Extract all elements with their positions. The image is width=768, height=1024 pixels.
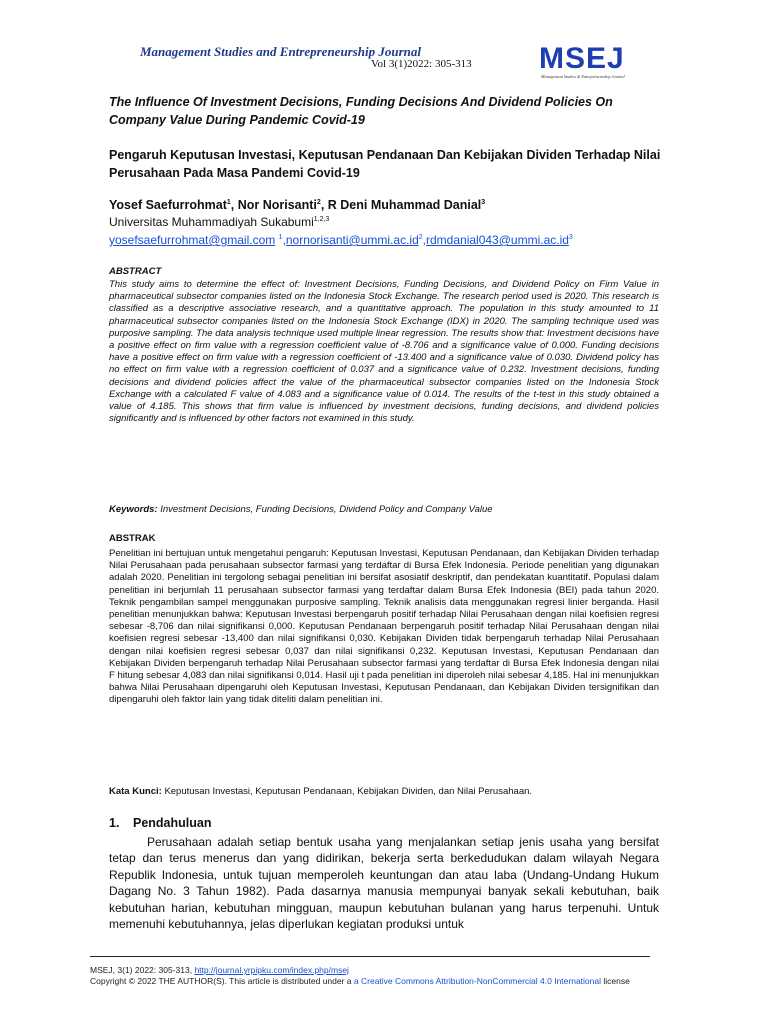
author-sup: 2 <box>316 198 321 206</box>
title-english: The Influence Of Investment Decisions, Funding Decisions And Dividend Policies On Company Value During Pandemic Covid-19 <box>109 95 613 127</box>
abstrak-heading: ABSTRAK <box>109 533 156 544</box>
author-name: Nor Norisanti <box>237 198 317 212</box>
kata-kunci <box>109 786 659 797</box>
affiliation-text: Universitas Muhammadiyah Sukabumi <box>109 215 314 229</box>
journal-logo <box>537 38 665 84</box>
footer-copyright: Copyright © 2022 THE AUTHOR(S). This article is distributed under a <box>90 976 352 986</box>
logo-subtext: Management Studies & Entrepreneurship Journal <box>541 74 625 79</box>
author-list: Yosef Saefurrohmat$^1$, Nor Norisanti$^2$, R Deni Muhammad Danial$^3$ <box>109 198 486 212</box>
author-sup: 3 <box>481 198 486 206</box>
keywords-text: Investment Decisions, Funding Decisions, Dividend Policy and Company Value <box>160 504 493 515</box>
footer-journal-link[interactable]: http://journal.yrpipku.com/index.php/msej <box>194 965 349 975</box>
keywords <box>109 504 659 515</box>
author-name: R Deni Muhammad Danial <box>327 198 482 212</box>
email-sup: 1 <box>278 234 283 241</box>
kata-kunci-label: Kata Kunci: <box>109 786 162 797</box>
email-sup: 3 <box>568 234 573 241</box>
footer-citation: MSEJ, 3(1) 2022: 305-313, <box>90 965 193 975</box>
email-link[interactable]: nornorisanti@ummi.ac.id <box>285 233 419 247</box>
footer-divider <box>90 956 650 957</box>
page-footer <box>90 965 670 987</box>
email-sup: 2 <box>418 234 423 241</box>
email-link[interactable]: rdmdanial043@ummi.ac.id <box>426 233 569 247</box>
affiliation <box>109 215 329 229</box>
affiliation-sup: 1,2,3 <box>313 216 330 223</box>
logo-text: MSEJ <box>539 42 625 75</box>
kata-kunci-text: Keputusan Investasi, Keputusan Pendanaan, Kebijakan Dividen, dan Nilai Perusahaan. <box>164 786 533 797</box>
footer-license-suffix: license <box>603 976 630 986</box>
abstrak-body: Penelitian ini bertujuan untuk mengetahui pengaruh: Keputusan Investasi, Keputusan Pendanaan, dan Kebijakan Dividen terhadap Nilai Perusahaan pada perusahaan subsector farmasi yang terdaftar di Bursa Efek Indonesia. Periode penelitian yang digunakan adalah 2020. Penelitian ini tergolong sebagai penelitian ini bersifat asosiatif deskriptif, dan pendekatan kuantitatif. Populasi dalam penelitian ini berjumlah 11 perusahaan subsector farmasi yang terdaftar dalam Bursa Efek Indonesia (BEI) pada tahun 2020. Teknik pengambilan sampel menggunakan purposive sampling. Teknik analisis data menggunakan regresi linier berganda. Hasil penelitian menunjukkan bahwa: Keputusan Investasi berpengaruh positif terhadap Nilai Perusahaan dengan nilai koefisien regresi sebesar -8,706 dan nilai signifikansi 0,000. Keputusan Pendanaan berpengaruh positif terhadap Nilai Perusahaan dengan nilai koefisien regresi sebesar -13,400 dan nilai signifikansi 0,030. Kebijakan Dividen tidak berpengaruh terhadap Nilai Perusahaan dengan nilai koefisien regresi sebesar 0,037 dan nilai signifikansi 0,232. Keputusan Investasi, Keputusan Pendanaan dan Kebijakan Dividen berpengaruh terhadap Nilai Perusahaan subsector farmasi yang terdaftar di Bursa Efek Indonesia dengan nilai F hitung sebesar 4,083 dan nilai signifikansi 0,014. Hasil uji t pada penelitian ini diperoleh nilai sebesar 4,185. Hal ini menunjukkan bahwa Nilai Perusahaan dipengaruhi oleh Keputusan Investasi, Keputusan Pendanaan, dan Kebijakan Dividen tersignifikan dan dipengaruhi oleh faktor lain yang tidak diteliti dalam penelitian ini. <box>109 548 659 706</box>
section-title: Pendahuluan <box>133 816 212 830</box>
keywords-label: Keywords: <box>109 504 158 515</box>
author-sup: 1 <box>226 198 231 206</box>
abstract-body: This study aims to determine the effect of: Investment Decisions, Funding Decisions, and Dividend Policy on Firm Value in pharmaceutical subsector companies listed on the Indonesia Stock Exchange. The research period used is 2020. This research is classified as a descriptive associative research, and a quantitative approach. The population in this study amounted to 11 pharmaceutical subsector companies listed on the Indonesia Stock Exchange (IDX) in 2020. The sampling technique used was purposive sampling. The data analysis technique used multiple linear regression. The results show that: Investment decisions have a positive effect on firm value with a regression coefficient value of -8.706 and a significance value of 0.000. Funding decisions have a positive effect on firm value with a regression coefficient of -13.400 and a significance value of 0.030. Dividend policy has no effect on firm value with a regression coefficient of 0.037 and a significance value of 0.232. Investment decisions, funding decisions and dividend policies affect the value of the pharmaceutical subsector companies listed on the Indonesia Stock Exchange with a calculated F value of 4.083 and a significance value of 0.014. The results of the t-test in this study obtained a value of 4.185. This shows that firm value is influenced by investment decisions, funding decisions, and dividend policies significantly and is influenced by other factors not examined in this study. <box>109 279 659 425</box>
title-indonesian: Pengaruh Keputusan Investasi, Keputusan Pendanaan Dan Kebijakan Dividen Terhadap Nilai Perusahaan Pada Masa Pandemi Covid-19 <box>109 148 661 180</box>
author-emails: yosefsaefurrohmat@gmail.com $^1,nornorisanti@ummi.ac.id^2,rdmdanial043@ummi.ac.id^3$ <box>109 233 573 247</box>
journal-name: Management Studies and Entrepreneurship Journal <box>140 44 422 59</box>
journal-volume: Vol 3(1)2022: 305-313 <box>371 58 472 70</box>
author-name: Yosef Saefurrohmat <box>109 198 227 212</box>
section-body: Perusahaan adalah setiap bentuk usaha yang menjalankan setiap jenis usaha yang bersifat tetap dan terus menerus dan yang didirikan, bekerja serta berkedudukan dalam wilayah Negara Republik Indonesia, untuk tujuan memperoleh keuntungan dan atau laba (Undang-Undang Hukum Dagang No. 3 Tahun 1982). Pada dasarnya manusia mempunyai banyak sekali kebutuhan, baik kebutuhan harian, kebutuhan mingguan, maupun kebutuhan bulanan yang harus terpenuhi. Untuk memenuhi kebutuhannya, jelas diperlukan kegiatan produksi untuk <box>109 835 659 932</box>
abstract-heading: ABSTRACT <box>109 266 162 277</box>
section-number: 1. <box>109 816 120 830</box>
section-heading <box>109 816 211 830</box>
email-link[interactable]: yosefsaefurrohmat@gmail.com <box>109 233 276 247</box>
footer-license-link[interactable]: a Creative Commons Attribution-NonCommercial 4.0 International <box>353 976 601 986</box>
